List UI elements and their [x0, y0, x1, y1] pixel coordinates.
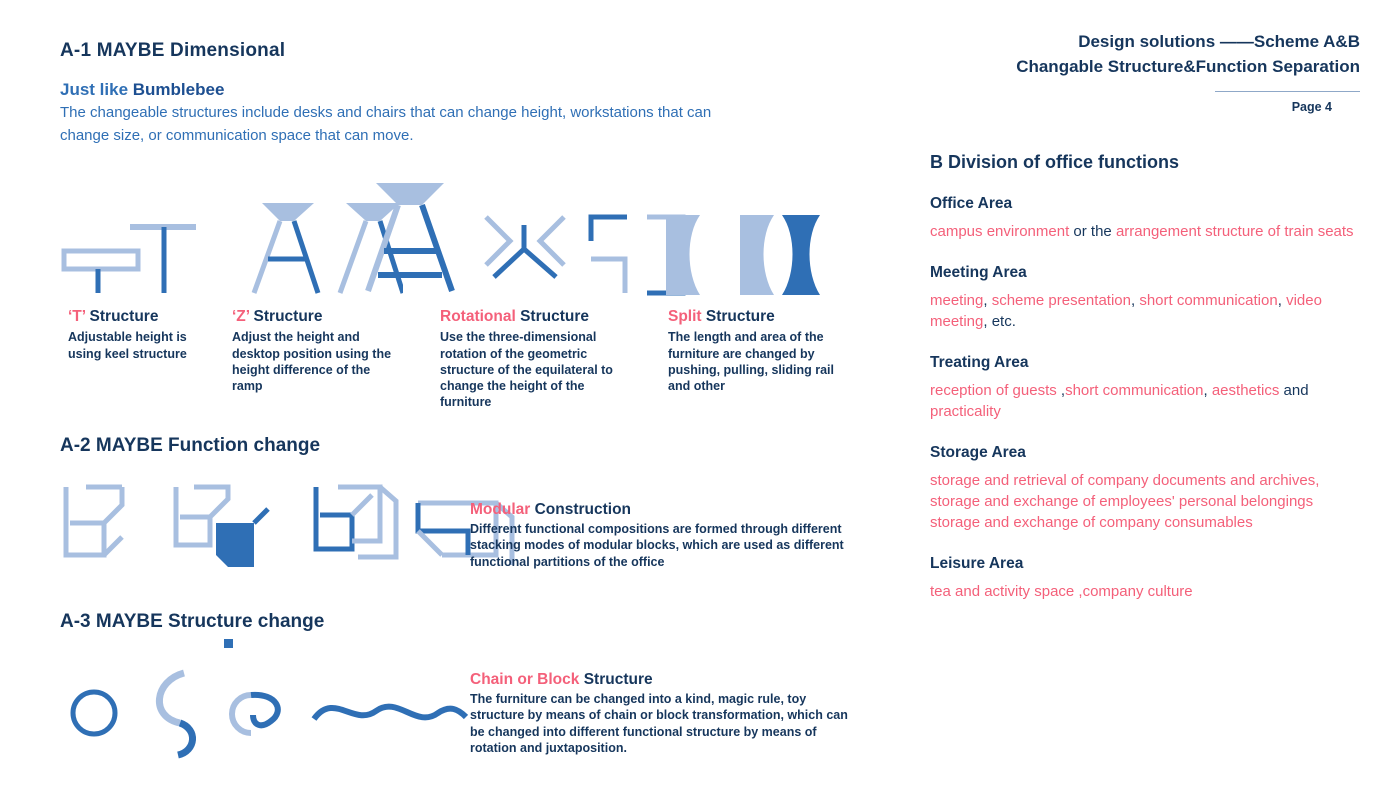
- caption-rotational-title: Rotational Structure: [440, 308, 589, 325]
- chain-c-icon: [215, 685, 295, 745]
- caption-split-structure: [668, 307, 848, 394]
- a1-subheading-accent: Bumblebee: [132, 80, 225, 99]
- deck-title-line2: Changable Structure&Function Separation: [1016, 56, 1360, 76]
- page-number: Page 4: [1291, 100, 1332, 115]
- section-b-heading: B Division of office functions: [930, 152, 1180, 173]
- area-text-storage: storage and retrieval of company documents and archives, storage and exchange of employees' personal belongings storage and exchange of company consumables: [930, 472, 1320, 532]
- split-blocks-icon: [660, 211, 840, 301]
- caption-rotational-body: Use the three-dimensional rotation of the geometric structure of the equilateral to change the height of the furniture: [440, 330, 613, 410]
- modular-icon-2: [170, 483, 280, 573]
- area-text-treating: reception of guests ,short communication, aesthetics and practicality: [930, 382, 1309, 421]
- area-text-meeting: meeting, scheme presentation, short communication, video meeting, etc.: [930, 292, 1322, 331]
- a1-lead-text: The changeable structures include desks and chairs that can change height, workstations that can change size, or communication space that can move.: [60, 104, 712, 144]
- modular-icon-3: [308, 479, 408, 569]
- caption-split-body: The length and area of the furniture are changed by pushing, pulling, sliding rail and other: [668, 330, 834, 394]
- left-column: [60, 40, 860, 787]
- section-a2-heading: A-2 MAYBE Function change: [60, 435, 321, 456]
- area-heading-leisure: Leisure Area: [930, 555, 1024, 573]
- chain-description: [470, 671, 860, 756]
- caption-z-title: ‘Z’ Structure: [232, 308, 323, 325]
- a1-caption-row: [60, 307, 860, 417]
- a2-row: [60, 475, 860, 585]
- area-text-leisure: tea and activity space ,company culture: [930, 583, 1193, 601]
- chain-title: Chain or Block Structure: [470, 671, 653, 688]
- chain-body: The furniture can be changed into a kind, magic rule, toy structure by means of chain or block transformation, which can be changed into different functional structure by means of rotation and juxtaposition.: [470, 692, 848, 755]
- chain-hook-icon: [140, 667, 210, 762]
- caption-t-structure: [68, 307, 218, 362]
- right-column: [930, 30, 1360, 602]
- chain-ring-icon: [64, 683, 124, 743]
- caption-z-structure: [232, 307, 402, 394]
- area-heading-treating: Treating Area: [930, 354, 1029, 372]
- title-divider: [1215, 91, 1360, 92]
- area-heading-storage: Storage Area: [930, 444, 1026, 462]
- chain-dot-icon: [220, 635, 240, 655]
- rotational-structure-icon: [480, 211, 570, 301]
- deck-title: [930, 30, 1360, 79]
- section-a1-heading: A-1 MAYBE Dimensional: [60, 40, 286, 61]
- modular-description: [470, 501, 850, 570]
- t-structure-icon: [60, 217, 200, 297]
- z-structure-tall-icon: [360, 179, 460, 297]
- a1-subheading: [60, 80, 860, 100]
- section-a3-heading: A-3 MAYBE Structure change: [60, 611, 325, 632]
- a3-row: [60, 657, 860, 787]
- caption-t-body: Adjustable height is using keel structure: [68, 330, 187, 361]
- deck-title-line1: Design solutions ——Scheme A&B: [1078, 32, 1360, 51]
- modular-icon-1: [60, 483, 150, 563]
- caption-rotational-structure: [440, 307, 630, 411]
- a1-subheading-plain: Just like: [60, 80, 133, 99]
- a1-icon-strip: [60, 179, 860, 299]
- caption-t-title: ‘T’ Structure: [68, 308, 159, 325]
- caption-z-body: Adjust the height and desktop position using the height difference of the ramp: [232, 330, 392, 394]
- chain-wave-icon: [310, 695, 470, 735]
- area-heading-meeting: Meeting Area: [930, 264, 1027, 282]
- modular-title: Modular Construction: [470, 501, 632, 518]
- caption-split-title: Split Structure: [668, 308, 775, 325]
- area-heading-office: Office Area: [930, 195, 1013, 213]
- area-text-office: campus environment or the arrangement structure of train seats: [930, 223, 1354, 241]
- modular-body: Different functional compositions are formed through different stacking modes of modular blocks, which are used as different functional partitions of the office: [470, 522, 844, 569]
